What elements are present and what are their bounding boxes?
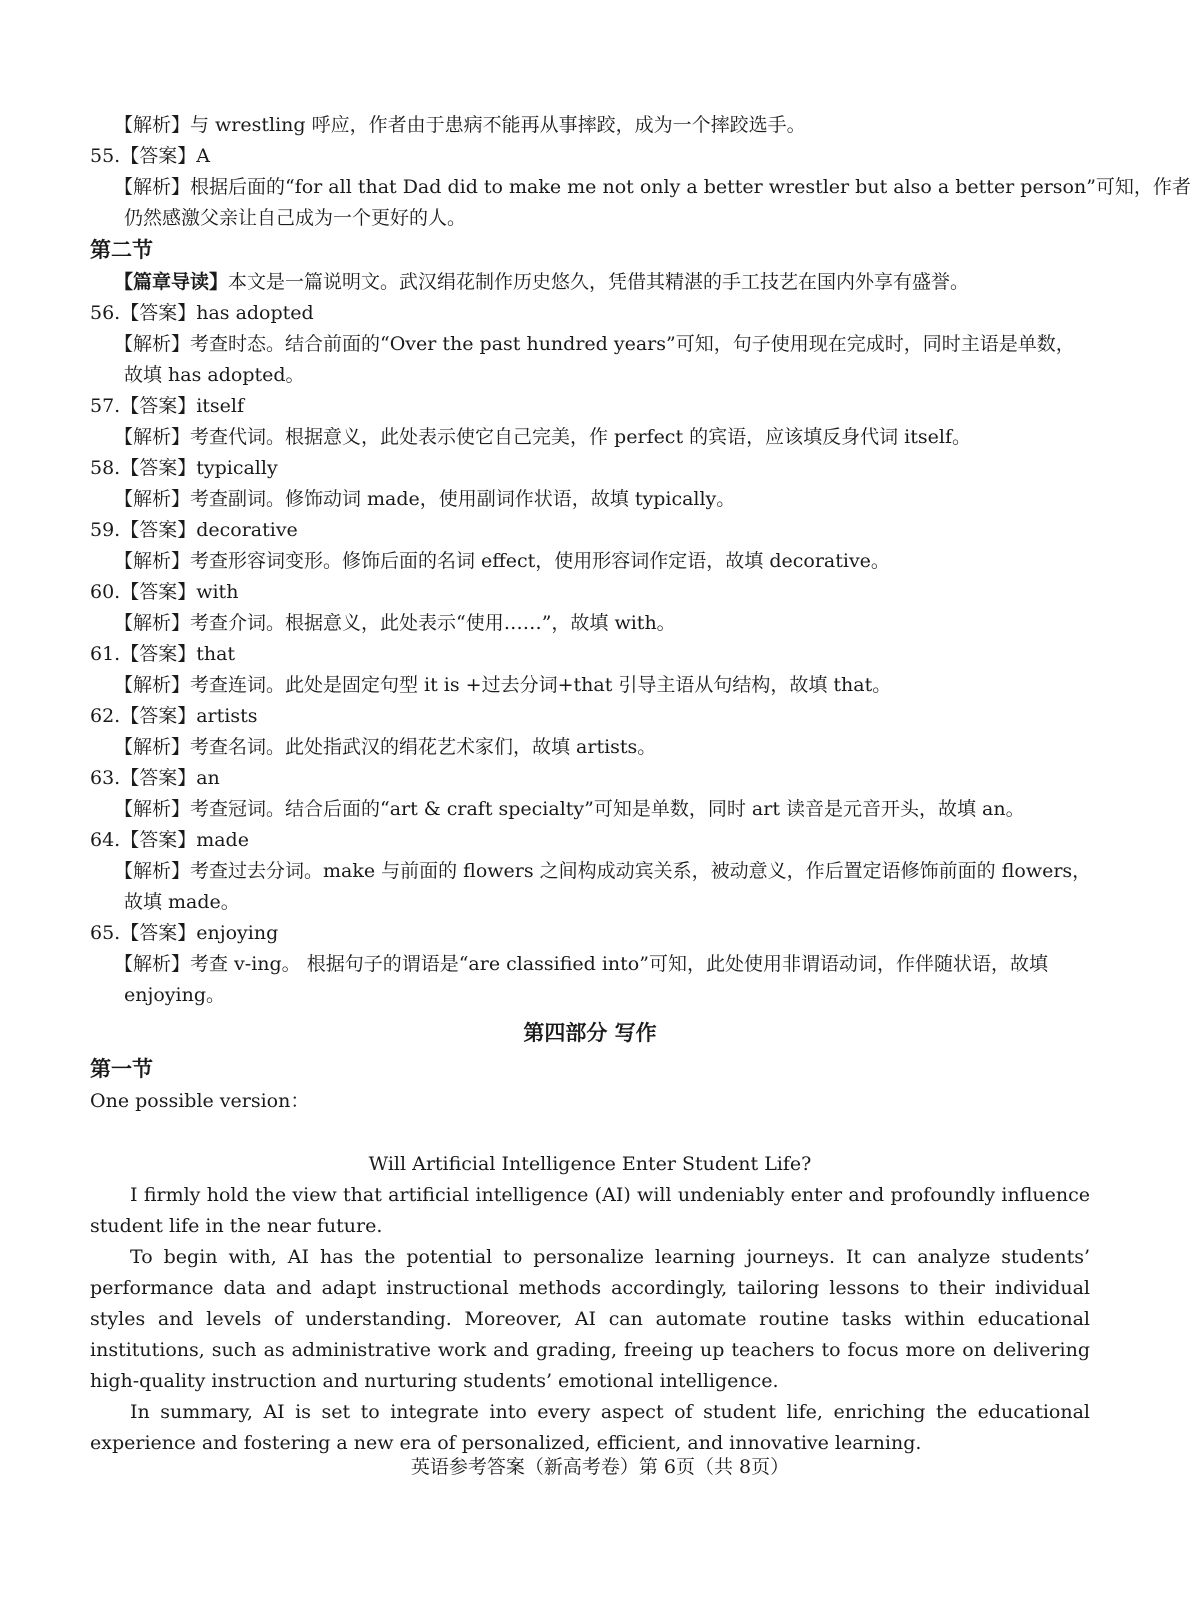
chapter-guide-label: 【篇章导读】 [114,271,229,293]
q55-explanation: 【解析】根据后面的“for all that Dad did to make me not only a better wrestler but also a better person”可知，作者 [114,176,1191,198]
page-content [90,110,1191,1459]
q57-explanation: 【解析】考查代词。根据意义，此处表示使它自己完美，作 perfect 的宾语，应该填反身代词 itself。 [114,426,971,448]
essay-paragraph-3: In summary, AI is set to integrate into every aspect of student life, enriching the educational experience and fostering a new era of personalized, efficient, and innovative learning. [90,1401,1090,1454]
q59-answer: 59.【答案】decorative [90,519,298,541]
essay-paragraph-2: To begin with, AI has the potential to personalize learning journeys. It can analyze students’ performance data and adapt instructional methods accordingly, tailoring lessons to their individual styles and levels of understanding. Moreover, AI can automate routine tasks within educational institutions, such as administrative work and grading, freeing up teachers to focus more on delivering high-quality instruction and nurturing students’ emotional intelligence. [90,1246,1090,1392]
q56-answer: 56.【答案】has adopted [90,302,314,324]
q54-explanation: 【解析】与 wrestling 呼应，作者由于患病不能再从事摔跤，成为一个摔跤选手。 [114,114,806,136]
essay-title: Will Artificial Intelligence Enter Student Life? [368,1153,812,1175]
part-4-title: 第四部分 写作 [523,1021,657,1045]
q64-explanation: 【解析】考查过去分词。make 与前面的 flowers 之间构成动宾关系，被动意义，作后置定语修饰前面的 flowers， [114,860,1092,882]
q64-explanation-cont: 故填 made。 [124,891,240,913]
q61-answer: 61.【答案】that [90,643,236,665]
chapter-guide [90,267,1090,298]
q63-explanation: 【解析】考查冠词。结合后面的“art & craft specialty”可知是单数，同时 art 读音是元音开头，故填 an。 [114,798,1025,820]
q56-explanation: 【解析】考查时态。结合前面的“Over the past hundred years”可知，句子使用现在完成时，同时主语是单数， [114,333,1075,355]
q63-answer: 63.【答案】an [90,767,220,789]
q55-explanation-cont: 仍然感激父亲让自己成为一个更好的人。 [124,207,467,229]
possible-version-label: One possible version： [90,1090,310,1112]
q60-explanation: 【解析】考查介词。根据意义，此处表示“使用……”，故填 with。 [114,612,676,634]
chapter-guide-text: 本文是一篇说明文。武汉绢花制作历史悠久，凭借其精湛的手工技艺在国内外享有盛誉。 [228,271,970,293]
essay-paragraph-1: I firmly hold the view that artificial intelligence (AI) will undeniably enter and profoundly influence student life in the near future. [90,1184,1090,1237]
section-1-heading: 第一节 [90,1057,153,1081]
section-2-heading: 第二节 [90,238,153,262]
q62-explanation: 【解析】考查名词。此处指武汉的绢花艺术家们，故填 artists。 [114,736,657,758]
q64-answer: 64.【答案】made [90,829,249,851]
q61-explanation: 【解析】考查连词。此处是固定句型 it is +过去分词+that 引导主语从句结构，故填 that。 [114,674,892,696]
q60-answer: 60.【答案】with [90,581,239,603]
q62-answer: 62.【答案】artists [90,705,258,727]
q55-answer: 55.【答案】A [90,145,210,167]
q59-explanation: 【解析】考查形容词变形。修饰后面的名词 effect，使用形容词作定语，故填 decorative。 [114,550,890,572]
q58-explanation: 【解析】考查副词。修饰动词 made，使用副词作状语，故填 typically。 [114,488,736,510]
q65-explanation-cont: enjoying。 [124,984,226,1006]
q56-explanation-cont: 故填 has adopted。 [124,364,305,386]
q58-answer: 58.【答案】typically [90,457,278,479]
q57-answer: 57.【答案】itself [90,395,245,417]
q65-explanation: 【解析】考查 v-ing。 根据句子的谓语是“are classified into”可知，此处使用非谓语动词，作伴随状语，故填 [114,953,1048,975]
q65-answer: 65.【答案】enjoying [90,922,279,944]
page-footer: 英语参考答案（新高考卷）第 6页（共 8页） [410,1456,790,1478]
